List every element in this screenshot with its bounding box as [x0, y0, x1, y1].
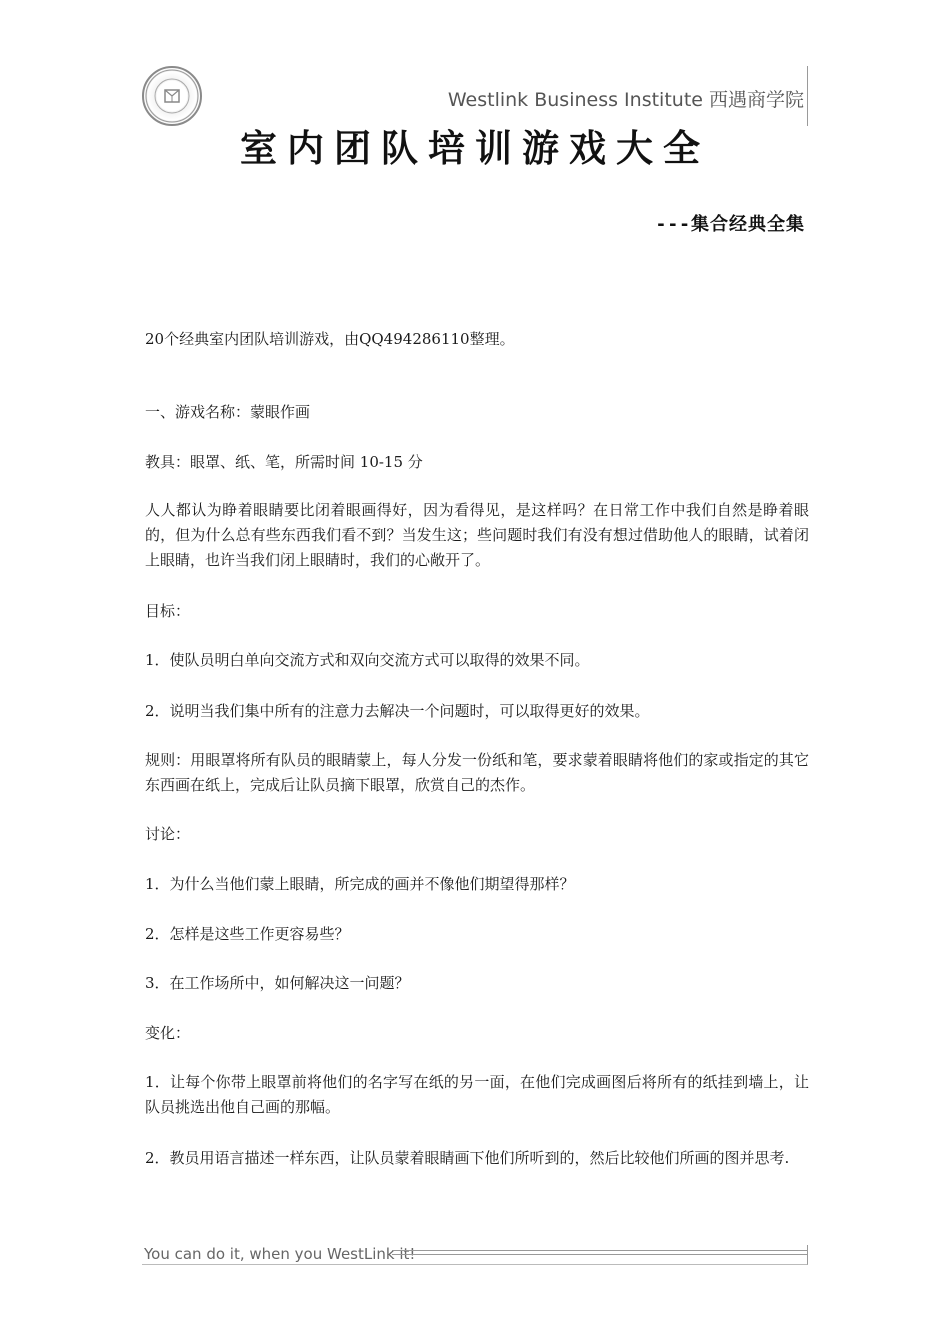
description-paragraph: 人人都认为睁着眼睛要比闭着眼画得好，因为看得见，是这样吗？在日常工作中我们自然是睁着眼的，但为什么总有些东西我们看不到？当发生这；些问题时我们有没有想过借助他人的眼睛，试着闭上眼睛，也许当我们闭上眼睛时，我们的心敞开了。 — [145, 501, 809, 569]
variation-heading: 变化： — [145, 1024, 191, 1042]
seal-emblem-icon — [144, 68, 200, 124]
discussion-heading: 讨论： — [145, 825, 191, 843]
discussion-item-1: 1．为什么当他们蒙上眼睛，所完成的画并不像他们期望得那样？ — [145, 875, 575, 893]
game-heading: 一、游戏名称：蒙眼作画 — [145, 403, 311, 421]
rules-paragraph: 规则：用眼罩将所有队员的眼睛蒙上，每人分发一份纸和笔，要求蒙着眼睛将他们的家或指定的其它东西画在纸上，完成后让队员摘下眼罩，欣赏自己的杰作。 — [145, 751, 809, 794]
variation-item-1: 1．让每个你带上眼罩前将他们的名字写在纸的另一面，在他们完成画图后将所有的纸挂到墙上，让队员挑选出他自己画的那幅。 — [145, 1073, 809, 1116]
page-header — [142, 66, 808, 126]
intro-paragraph: 20个经典室内团队培训游戏，由QQ494286110整理。 — [145, 330, 515, 348]
goal-item-2: 2．说明当我们集中所有的注意力去解决一个问题时，可以取得更好的效果。 — [145, 702, 650, 720]
document-subtitle: ---集合经典全集 — [655, 214, 805, 235]
footer-rule-top — [392, 1250, 808, 1251]
goal-heading: 目标： — [145, 602, 191, 620]
materials-paragraph: 教具：眼罩、纸、笔，所需时间 10-15 分 — [145, 453, 423, 471]
document-title: 室内团队培训游戏大全 — [240, 126, 710, 170]
footer-rule-bottom — [392, 1254, 808, 1255]
institute-seal-logo — [142, 66, 202, 126]
institute-brand: Westlink Business Institute 西遇商学院 — [447, 89, 804, 111]
discussion-item-2: 2．怎样是这些工作更容易些？ — [145, 925, 350, 943]
variation-item-2: 2．教员用语言描述一样东西，让队员蒙着眼睛画下他们所听到的，然后比较他们所画的图并思考. — [145, 1149, 790, 1167]
page-footer — [142, 1245, 808, 1265]
footer-slogan: You can do it, when you WestLink it! — [144, 1245, 416, 1263]
discussion-item-3: 3．在工作场所中，如何解决这一问题？ — [145, 974, 410, 992]
goal-item-1: 1．使队员明白单向交流方式和双向交流方式可以取得的效果不同。 — [145, 651, 590, 669]
